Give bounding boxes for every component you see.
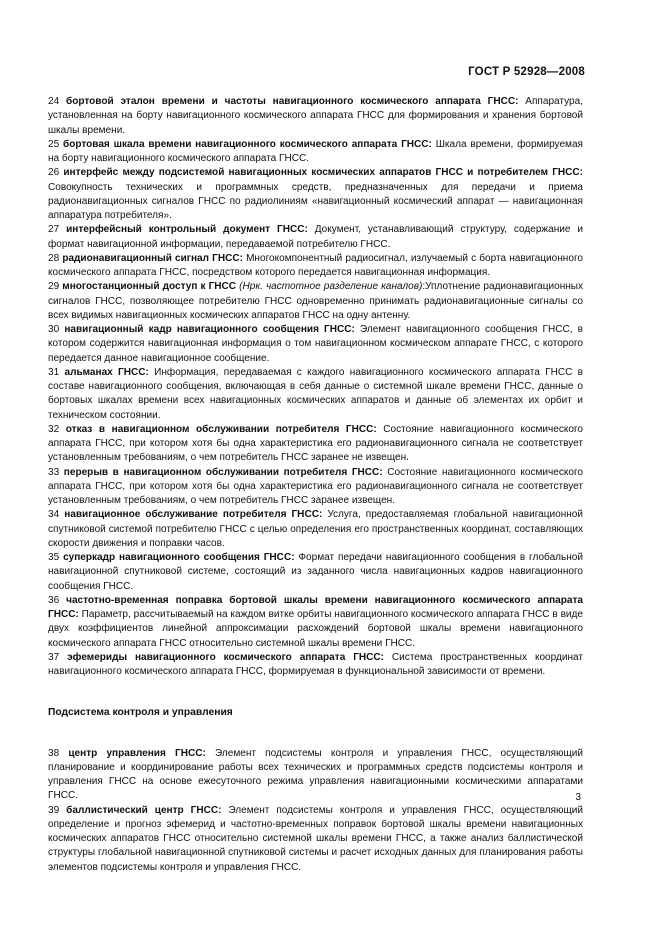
term-entry	[48, 223, 583, 252]
term-number: 25	[48, 138, 60, 150]
term-entry	[48, 366, 583, 423]
term-entry	[48, 323, 583, 366]
term-number: 30	[48, 324, 60, 335]
term-definition: Документ, устанавливающий структуру, содержание и формат навигационной информации, передаваемой потребителю ГНСС.	[48, 224, 583, 250]
term-entry	[48, 166, 583, 223]
term-name: частотно-временная поправка бортовой шкалы времени навигационного космического аппарата ГНСС:	[48, 594, 584, 620]
term-number: 39	[48, 804, 60, 816]
term-name: суперкадр навигационного сообщения ГНСС:	[63, 552, 295, 563]
term-number: 24	[48, 96, 60, 107]
term-number: 31	[48, 366, 60, 378]
term-number: 29	[48, 281, 60, 293]
term-entry	[48, 95, 583, 138]
term-entry	[48, 423, 583, 466]
term-name: навигационный кадр навигационного сообщения ГНСС:	[64, 324, 355, 335]
term-punct: :	[422, 281, 426, 293]
term-definition: Уплотнение радионавигационных сигналов ГНСС, позволяющее потребителю ГНСС одновременно принимать радионавигационные сигналы со всех видимых навигационных космических аппаратов ГНСС на одну антенну.	[48, 281, 584, 321]
term-name: интерфейсный контрольный документ ГНСС:	[66, 224, 308, 236]
term-name: отказ в навигационном обслуживании потребителя ГНСС:	[65, 423, 377, 435]
page-number: 3	[575, 792, 581, 803]
term-name: центр управления ГНСС:	[68, 747, 206, 759]
term-name: бортовая шкала времени навигационного космического аппарата ГНСС:	[63, 138, 432, 150]
term-name: эфемериды навигационного космического аппарата ГНСС:	[67, 651, 384, 663]
term-name: баллистический центр ГНСС:	[66, 804, 222, 816]
term-number: 34	[48, 509, 60, 521]
term-definition: Элемент навигационного сообщения ГНСС, в котором содержится навигационная информация о том навигационном космическом аппарате ГНСС, с которого передается данное навигационное сообщение.	[48, 324, 583, 364]
term-entry	[48, 280, 583, 323]
term-name: бортовой эталон времени и частоты навигационного космического аппарата ГНСС:	[66, 96, 519, 107]
term-number: 28	[48, 252, 60, 264]
term-definition: Состояние навигационного космического аппарата ГНСС, при котором хотя бы одна характеристика его радионавигационного сигнала не соответствует установленным требованиям, о чем потребитель ГНСС заранее не извещен.	[48, 423, 583, 464]
term-definition: Состояние навигационного космического аппарата ГНСС, при котором хотя бы одна характеристика его радионавигационного сигнала не соответствует установленным требованиям, о чем потребитель ГНСС заранее извещен.	[48, 466, 583, 506]
term-definition: Элемент подсистемы контроля и управления ГНСС, осуществляющий определение и прогноз эфемерид и частотно-временных поправок бортовой шкалы времени навигационных космических аппаратов ГНСС относительно системной шкалы времени ГНСС, а также анализ баллистической структуры глобальной навигационной спутниковой системы и расчет исходных данных для планирования работы элементов подсистемы контроля и управления ГНСС.	[48, 804, 584, 873]
terms-list	[48, 95, 583, 679]
standard-header: ГОСТ Р 52928—2008	[468, 66, 585, 78]
term-definition: Элемент подсистемы контроля и управления ГНСС, осуществляющий планирование и координирование работы всех технических и программных средств подсистемы контроля и управления ГНСС на основе ежесуточного режима управления навигационными космическими аппаратами ГНСС.	[48, 747, 583, 802]
term-note: (Нрк. частотное разделение каналов)	[239, 281, 423, 293]
term-definition: Совокупность технических и программных средств, предназначенных для передачи и приема радионавигационных сигналов ГНСС по радиолиниям «навигационный космический аппарат — навигационная аппаратура потребителя».	[48, 181, 583, 221]
term-number: 27	[48, 224, 60, 236]
term-definition: Аппаратура, установленная на борту навигационного космического аппарата ГНСС для формирования и хранения бортовой шкалы времени.	[48, 96, 583, 136]
term-definition: Шкала времени, формируемая на борту навигационного космического аппарата ГНСС.	[48, 138, 583, 164]
term-name: интерфейс между подсистемой навигационных космических аппаратов ГНСС и потребителем ГНСС:	[63, 167, 584, 179]
term-definition: Услуга, предоставляемая глобальной навигационной спутниковой системой потребителю ГНСС с целью определения его пространственных координат, составляющих скорости движения и поправки часов.	[48, 509, 583, 549]
term-entry	[48, 651, 583, 680]
term-name: навигационное обслуживание потребителя ГНСС:	[64, 509, 323, 521]
term-entry	[48, 594, 583, 651]
term-name: многостанционный доступ к ГНСС	[62, 281, 237, 293]
term-number: 37	[48, 651, 60, 663]
term-entry	[48, 551, 583, 594]
term-entry	[48, 747, 583, 804]
terms-list	[48, 747, 583, 875]
term-name: радионавигационный сигнал ГНСС:	[62, 252, 243, 264]
term-number: 33	[48, 466, 60, 478]
term-number: 35	[48, 552, 60, 563]
term-entry	[48, 508, 583, 551]
term-definition: Формат передачи навигационного сообщения в глобальной навигационной спутниковой системе, состоящий из заданного числа навигационных кадров навигационного сообщения ГНСС.	[48, 552, 583, 592]
term-definition: Многокомпонентный радиосигнал, излучаемый с борта навигационного космического аппарата ГНСС, посредством которого передается навигационная информация.	[48, 252, 583, 278]
term-name: альманах ГНСС:	[64, 366, 149, 378]
term-entry	[48, 252, 583, 281]
term-entry	[48, 466, 583, 509]
section-title: Подсистема контроля и управления	[48, 707, 233, 719]
term-definition: Система пространственных координат навигационного космического аппарата ГНСС, формируемая в функциональной зависимости от времени.	[48, 651, 583, 677]
term-definition: Информация, передаваемая с каждого навигационного космического аппарата ГНСС в составе навигационного сообщения, включающая в себя данные о системной шкале времени ГНСС, данные о бортовых шкалах времени всех навигационных космических аппаратов и данные об элементах их орбит и техническом состоянии.	[48, 366, 583, 421]
document-body	[48, 95, 583, 875]
term-number: 32	[48, 423, 60, 435]
term-entry	[48, 804, 583, 875]
term-entry	[48, 138, 583, 167]
term-number: 38	[48, 747, 60, 759]
term-number: 36	[48, 594, 60, 606]
term-definition: Параметр, рассчитываемый на каждом витке орбиты навигационного космического аппарата ГНСС в виде двух коэффициентов линейной аппроксимации расхождений бортовой шкалы времени навигационного космического аппарата ГНСС относительно системной шкалы времени ГНСС.	[48, 609, 583, 649]
term-name: перерыв в навигационном обслуживании потребителя ГНСС:	[63, 466, 383, 478]
term-number: 26	[48, 167, 60, 179]
